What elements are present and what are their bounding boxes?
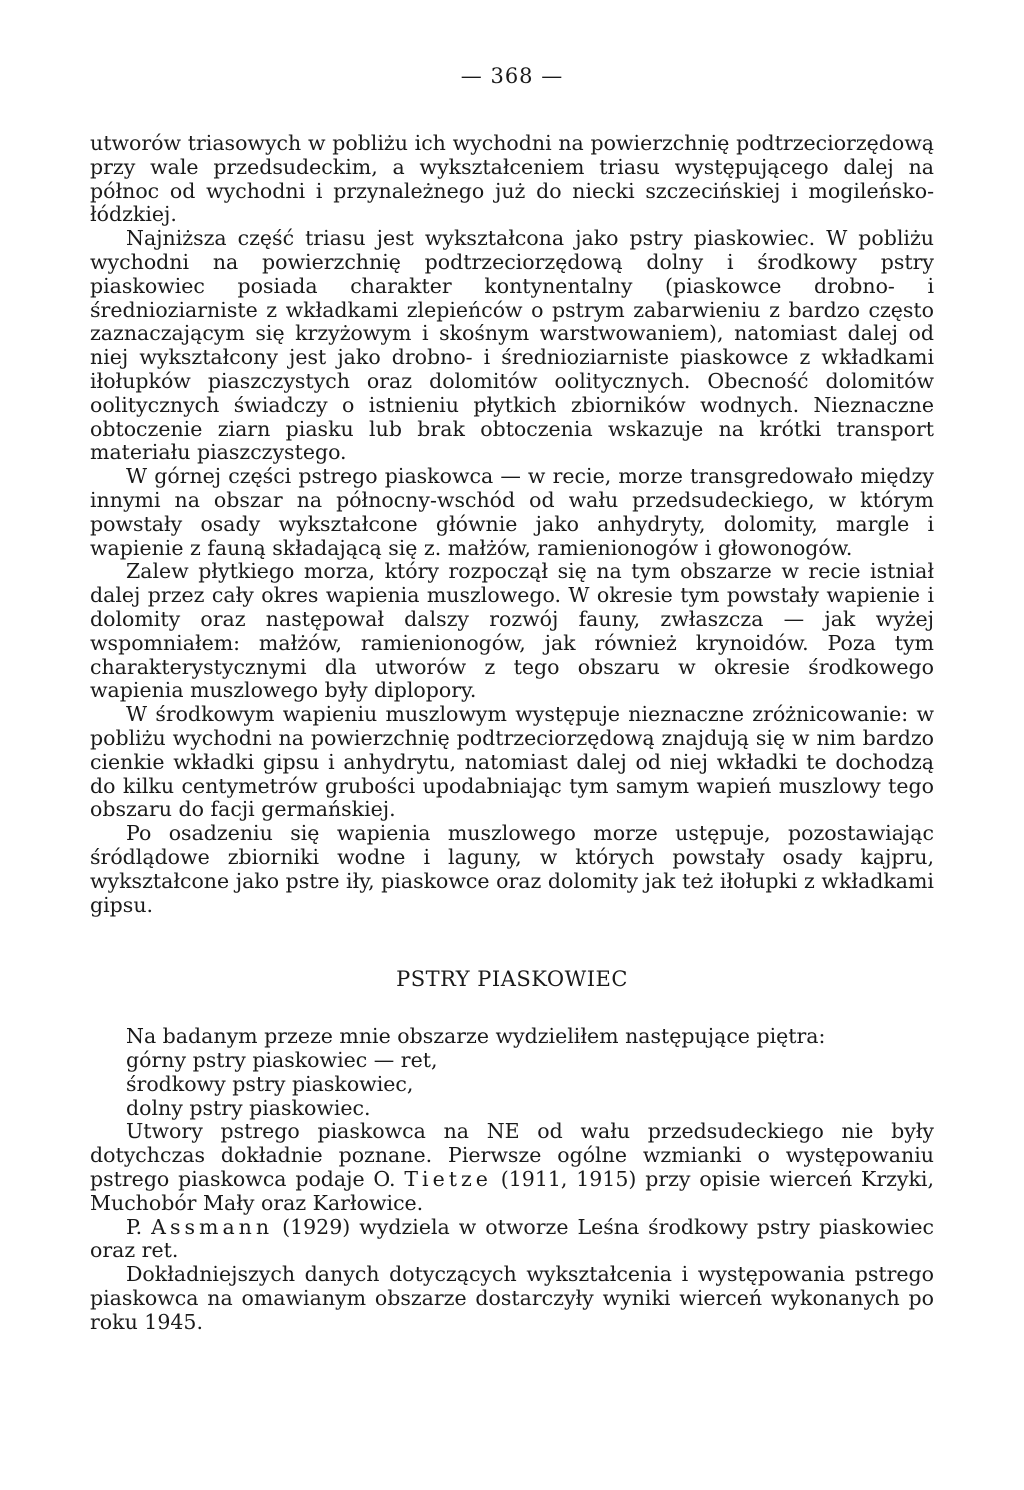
stages-list — [90, 1025, 934, 1120]
paragraph-5: W środkowym wapieniu muszlowym występuje nieznaczne zróżnicowanie: w pobliżu wychodni na powierzchnię podtrzeciorzędową znajdują się w nim bardzo cienkie wkładki gipsu i anhydrytu, natomiast dalej od niej wkładki te dochodzą do kilku centymetrów grubości upodabniając tym samym wapień muszlowy tego obszaru do facji germańskiej. — [90, 702, 934, 822]
paragraph-6: Po osadzeniu się wapienia muszlowego morze ustępuje, pozostawiając śródlądowe zbiorniki wodne i laguny, w których powstały osady kajpru, wykształcone jako pstre iły, piaskowce oraz dolomity jak też iłołupki z wkładkami gipsu. — [90, 821, 934, 917]
paragraph-7-text-b: (1911, 1915) przy opisie wierceń Krzyki, Muchobór Mały oraz Karłowice. — [90, 1167, 935, 1215]
paragraph-7 — [90, 1120, 934, 1215]
paragraph-8-text-a: P. — [126, 1214, 152, 1239]
paragraph-2: Najniższa część triasu jest wykształcona jako pstry piaskowiec. W pobliżu wychodni na powierzchnię podtrzeciorzędową dolny i środkowy pstry piaskowiec posiada charakter kontynentalny (piaskowce drobno- i średnioziarniste z wkładkami zlepieńców o pstrym zabarwieniu z bardzo często zaznaczającym się krzyżowym i skośnym warstwowaniem), natomiast dalej od niej wykształcony jest jako drobno- i średnioziarniste piaskowce z wkładkami iłołupków piaszczystych oraz dolomitów oolitycznych. Obecność dolomitów oolitycznych świadczy o istnieniu płytkich zbiorników wodnych. Nieznaczne obtoczenie ziarn piasku lub brak obtoczenia wskazuje na krótki transport materiału piaszczystego. — [90, 226, 934, 465]
stages-list-intro: Na badanym przeze mnie obszarze wydzieliłem następujące piętra: — [126, 1024, 826, 1049]
author-name-assmann: Assmann — [151, 1214, 274, 1239]
stages-list-item: dolny pstry piaskowiec. — [126, 1095, 371, 1120]
paragraph-1: utworów triasowych w pobliżu ich wychodni na powierzchnię podtrzeciorzędową przy wale przedsudeckim, a wykształceniem triasu występującego dalej na północ od wychodni i przynależnego już do niecki szczecińskiej i mogileńsko-łódzkiej. — [90, 131, 934, 227]
paragraph-3: W górnej części pstrego piaskowca — w recie, morze transgredowało między innymi na obszar na północny-wschód od wału przedsudeckiego, w którym powstały osady wykształcone głównie jako anhydryty, dolomity, margle i wapienie z fauną składającą się z. małżów, ramienionogów i głowonogów. — [90, 464, 934, 560]
document-page — [90, 62, 934, 1335]
page-number: — 368 — — [460, 64, 564, 88]
paragraph-9: Dokładniejszych danych dotyczących wykształcenia i występowania pstrego piaskowca na omawianym obszarze dostarczyły wyniki wierceń wykonanych po roku 1945. — [90, 1262, 934, 1334]
paragraph-8-text-b: (1929) wydziela w otworze Leśna środkowy pstry piaskowiec oraz ret. — [90, 1214, 934, 1263]
stages-list-item: środkowy pstry piaskowiec, — [126, 1071, 414, 1096]
paragraph-4: Zalew płytkiego morza, który rozpoczął się na tym obszarze w recie istniał dalej przez cały okres wapienia muszlowego. W okresie tym powstały wapienie i dolomity oraz następował dalszy rozwój fauny, zwłaszcza — jak wyżej wspomniałem: małżów, ramienionogów, jak również krynoidów. Poza tym charakterystycznymi dla utworów z tego obszaru w okresie środkowego wapienia muszlowego były diplopory. — [90, 559, 934, 703]
stages-list-item: górny pstry piaskowiec — ret, — [126, 1048, 438, 1073]
section-heading: PSTRY PIASKOWIEC — [396, 967, 628, 992]
author-name-tietze: Tietze — [404, 1167, 492, 1192]
paragraph-7-text-a: Utwory pstrego piaskowca na NE od wału przedsudeckiego nie były dotychczas dokładnie poznane. Pierwsze ogólne wzmianki o występowaniu pstrego piaskowca podaje O. — [90, 1119, 934, 1192]
paragraph-8 — [90, 1216, 934, 1264]
